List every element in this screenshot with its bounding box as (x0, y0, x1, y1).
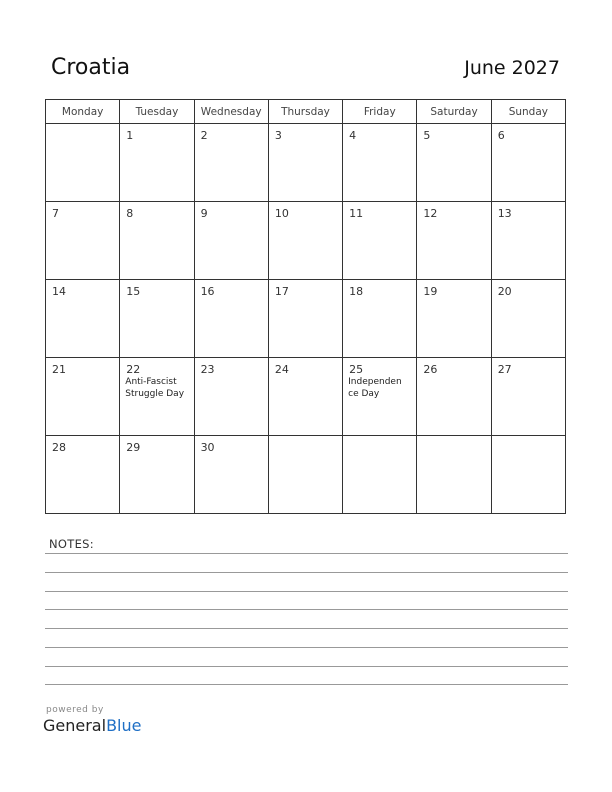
day-cell (46, 124, 120, 202)
day-cell (343, 358, 417, 436)
day-number: 28 (52, 441, 66, 454)
day-cell (343, 124, 417, 202)
weekday-header: Saturday (417, 100, 491, 124)
day-cell (268, 124, 342, 202)
week-row (46, 202, 566, 280)
brand-logo (43, 716, 141, 735)
day-number: 27 (497, 363, 512, 376)
day-cell (194, 202, 268, 280)
day-number: 15 (126, 285, 141, 298)
day-cell (46, 280, 120, 358)
day-number: 25 (349, 363, 364, 376)
weekday-header: Wednesday (194, 100, 268, 124)
day-cell (491, 280, 565, 358)
day-cell (46, 202, 120, 280)
day-cell (194, 436, 268, 514)
country-title: Croatia (51, 55, 131, 80)
day-cell (491, 436, 565, 514)
brand-blue: Blue (106, 716, 142, 735)
day-number: 14 (52, 285, 66, 298)
day-number: 8 (126, 207, 134, 220)
week-row (46, 124, 566, 202)
weekday-header: Monday (46, 100, 120, 124)
week-row (46, 436, 566, 514)
powered-by-text: powered by (46, 705, 104, 715)
calendar-grid (45, 99, 566, 514)
day-number: 19 (423, 285, 438, 298)
day-cell (491, 358, 565, 436)
day-cell (491, 124, 565, 202)
day-cell (194, 124, 268, 202)
day-cell (120, 124, 194, 202)
notes-line (45, 647, 568, 648)
weekday-header: Sunday (491, 100, 565, 124)
day-cell (268, 436, 342, 514)
day-number: 2 (200, 129, 208, 142)
day-number: 7 (52, 207, 59, 220)
day-cell (268, 358, 342, 436)
day-cell (343, 202, 417, 280)
day-number: 9 (200, 207, 208, 220)
day-cell (120, 436, 194, 514)
notes-line (45, 572, 568, 573)
day-number: 11 (349, 207, 364, 220)
day-cell (194, 280, 268, 358)
day-cell (343, 280, 417, 358)
day-number: 13 (497, 207, 512, 220)
day-number: 29 (126, 441, 141, 454)
day-number: 24 (274, 363, 289, 376)
day-number: 30 (200, 441, 215, 454)
day-number: 1 (126, 129, 134, 142)
month-title: June 2027 (464, 57, 560, 79)
day-number: 17 (274, 285, 289, 298)
day-number: 18 (349, 285, 364, 298)
day-cell (194, 358, 268, 436)
notes-line (45, 553, 568, 554)
notes-line (45, 591, 568, 592)
notes-line (45, 609, 568, 610)
day-number: 12 (423, 207, 438, 220)
notes-line (45, 666, 568, 667)
day-cell (120, 280, 194, 358)
day-cell (417, 202, 491, 280)
day-number: 5 (423, 129, 431, 142)
week-row (46, 358, 566, 436)
day-cell (417, 124, 491, 202)
brand-general: General (43, 716, 107, 735)
day-cell (491, 202, 565, 280)
day-number: 26 (423, 363, 438, 376)
day-number: 20 (497, 285, 512, 298)
day-cell (343, 436, 417, 514)
weekday-header: Friday (343, 100, 417, 124)
day-number: 3 (274, 129, 282, 142)
day-number: 6 (497, 129, 505, 142)
notes-line (45, 628, 568, 629)
week-row (46, 280, 566, 358)
weekday-header-row (46, 100, 566, 124)
holiday-label: Anti-Fascist Struggle Day (125, 377, 185, 399)
day-cell (120, 202, 194, 280)
weekday-header: Tuesday (120, 100, 194, 124)
day-number: 4 (349, 129, 357, 142)
notes-label: NOTES: (49, 537, 94, 551)
day-cell (417, 280, 491, 358)
day-number: 10 (274, 207, 289, 220)
notes-line (45, 684, 568, 685)
day-cell (268, 280, 342, 358)
day-cell (268, 202, 342, 280)
holiday-label: Independen ce Day (348, 377, 402, 399)
day-number: 16 (200, 285, 215, 298)
day-number: 23 (200, 363, 215, 376)
day-cell (46, 436, 120, 514)
day-number: 21 (52, 363, 66, 376)
day-number: 22 (126, 363, 141, 376)
day-cell (46, 358, 120, 436)
day-cell (120, 358, 194, 436)
weekday-header: Thursday (268, 100, 342, 124)
day-cell (417, 436, 491, 514)
day-cell (417, 358, 491, 436)
